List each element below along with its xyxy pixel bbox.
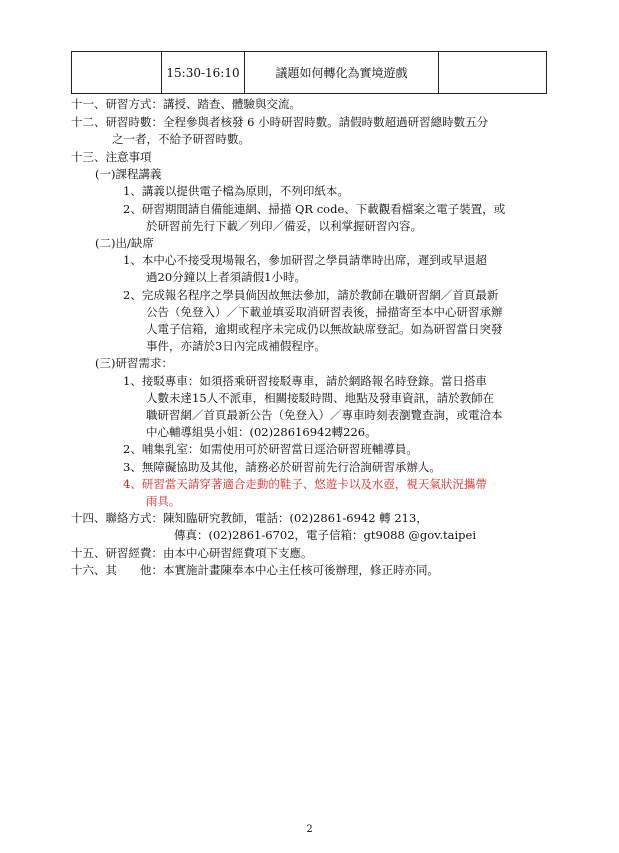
attendance-item-2: 2、完成報名程序之學員倘因故無法參加，請於教師在職研習網／首頁最新 [123,288,499,302]
section-14-contact: 十四、聯絡方式：陳知臨研究教師，電話：(02)2861-6942 轉 213， [71,511,428,525]
table-cell-blank-left [72,52,162,94]
section-14-contact-cont: 傳真：(02)2861-6702，電子信箱：gt9088 @gov.taipei [174,528,477,542]
page-number: 2 [306,824,313,835]
attendance-item-1: 1、本中心不接受現場報名，參加研習之學員請準時出席，遲到或早退超 [123,253,487,267]
topic-cell: 議題如何轉化為實境遊戲 [245,52,439,94]
subsection-needs-heading: (三)研習需求： [95,356,173,370]
attendance-item-2-cont-3: 事件，亦請於3日內完成補假程序。 [146,339,326,353]
section-13-notes-heading: 十三、注意事項 [71,150,152,164]
section-12-hours-cont: 之一者，不給予研習時數。 [112,132,250,146]
needs-item-3: 3、無障礙協助及其他，請務必於研習前先行洽詢研習承辦人。 [123,460,441,474]
attendance-item-2-cont-1: 公告（免登入）／下載並填妥取消研習表後，掃描寄至本中心研習承辦 [146,305,503,319]
needs-item-1: 1、接駁專車：如須搭乘研習接駁專車，請於網路報名時登錄。當日搭車 [123,374,487,388]
section-15-funding: 十五、研習經費：由本中心研習經費項下支應。 [71,546,313,560]
schedule-table [71,51,547,94]
section-11-method: 十一、研習方式：講授、踏查、體驗與交流。 [71,97,301,111]
subsection-handouts-heading: (一)課程講義 [95,167,162,181]
needs-item-2: 2、哺集乳室：如需使用可於研習當日逕洽研習班輔導員。 [123,442,418,456]
attendance-item-2-cont-2: 人電子信箱，逾期或程序未完成仍以無故缺席登記。如為研習當日突發 [146,322,503,336]
attendance-item-1-cont: 過20分鐘以上者須請假1小時。 [146,270,306,284]
section-16-other: 十六、其 他：本實施計畫陳奉本中心主任核可後辦理，修正時亦同。 [71,563,439,577]
table-cell-blank-right [439,52,547,94]
handouts-item-2-cont: 於研習前先行下載／列印／備妥，以利掌握研習內容。 [146,219,422,233]
needs-item-4-cont: 雨具。 [146,494,181,508]
section-12-hours: 十二、研習時數：全程參與者核發 6 小時研習時數。請假時數超過研習總時數五分 [71,115,489,129]
handouts-item-2: 2、研習期間請自備能連網、掃描 QR code、下載觀看檔案之電子裝置，或 [123,202,506,216]
time-cell: 15:30-16:10 [162,52,245,94]
table-row [72,52,547,94]
subsection-attendance-heading: (二)出/缺席 [95,236,154,250]
needs-item-1-cont-1: 人數未達15人不派車，相關接駁時間、地點及發車資訊，請於教師在 [146,391,495,405]
needs-item-4: 4、研習當天請穿著適合走動的鞋子、悠遊卡以及水壺，視天氣狀況攜帶 [123,477,487,491]
needs-item-1-cont-2: 職研習網／首頁最新公告（免登入）／專車時刻表瀏覽查詢，或電洽本 [146,408,503,422]
handouts-item-1: 1、講義以提供電子檔為原則，不列印紙本。 [123,184,349,198]
needs-item-1-cont-3: 中心輔導組吳小姐：(02)28616942轉226。 [146,425,377,439]
